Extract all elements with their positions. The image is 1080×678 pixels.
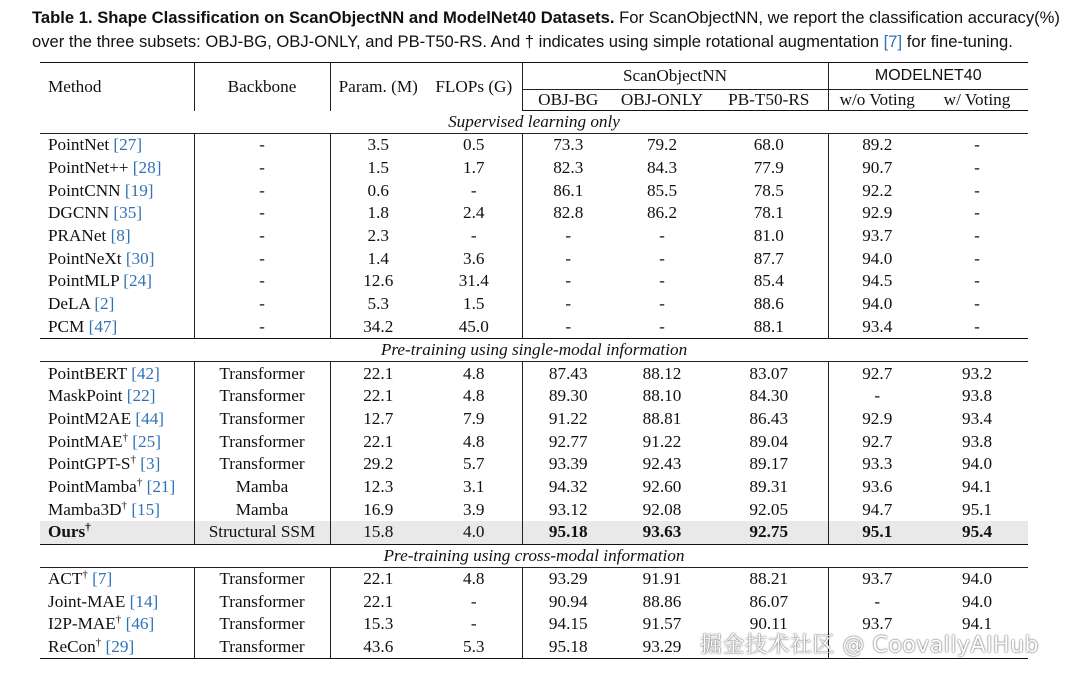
pbt50-cell: 85.4 bbox=[710, 270, 828, 293]
wo-cell: 93.7 bbox=[862, 226, 893, 246]
method-cell bbox=[40, 590, 194, 613]
table-row bbox=[40, 476, 1028, 499]
param-cell: 3.5 bbox=[367, 135, 389, 155]
table-row bbox=[40, 293, 1028, 316]
header-backbone: Backbone bbox=[194, 63, 330, 111]
backbone-cell: Mamba bbox=[194, 498, 330, 521]
backbone-cell: Transformer bbox=[194, 430, 330, 453]
pbt50-cell: 86.07 bbox=[710, 590, 828, 613]
param-cell: 22.1 bbox=[363, 386, 394, 406]
wo-cell: 93.7 bbox=[862, 614, 893, 634]
flops-cell: - bbox=[426, 613, 522, 636]
method-cell bbox=[40, 476, 194, 499]
backbone-cell: Transformer bbox=[194, 408, 330, 431]
pbt50-cell: 88.6 bbox=[710, 293, 828, 316]
objonly-cell: - bbox=[659, 294, 665, 314]
method-cell bbox=[40, 521, 194, 544]
wo-cell: 95.1 bbox=[828, 521, 926, 544]
flops-cell: 4.8 bbox=[426, 430, 522, 453]
backbone-cell: - bbox=[194, 202, 330, 225]
backbone-cell: Mamba bbox=[194, 476, 330, 499]
table-row bbox=[40, 179, 1028, 202]
w-cell: 94.1 bbox=[961, 614, 993, 634]
w-cell: 95.1 bbox=[961, 499, 993, 519]
pbt50-cell: 78.1 bbox=[710, 202, 828, 225]
w-cell: 94.1 bbox=[961, 476, 993, 496]
dagger-mark: † bbox=[82, 568, 88, 581]
w-cell: - bbox=[974, 294, 980, 314]
backbone-cell: - bbox=[194, 293, 330, 316]
citation-link[interactable]: [15] bbox=[131, 499, 160, 519]
objonly-cell: 88.86 bbox=[642, 591, 682, 611]
header-modelnet40: MODELNET40 bbox=[828, 63, 1028, 90]
method-name: PointBERT bbox=[48, 363, 127, 383]
wo-cell: 90.7 bbox=[862, 158, 893, 178]
pbt50-cell: 90.11 bbox=[710, 613, 828, 636]
citation-link[interactable]: [35] bbox=[113, 203, 143, 223]
results-table bbox=[40, 62, 1028, 659]
objbg-cell: 94.15 bbox=[548, 614, 588, 634]
method-cell bbox=[40, 430, 194, 453]
objonly-cell: 88.81 bbox=[642, 408, 682, 428]
flops-cell: 31.4 bbox=[426, 270, 522, 293]
pbt50-cell: 86.43 bbox=[710, 408, 828, 431]
objonly-cell: - bbox=[659, 316, 665, 336]
objbg-cell: 87.43 bbox=[548, 363, 588, 383]
method-cell bbox=[40, 157, 194, 180]
table-row bbox=[40, 453, 1028, 476]
method-name: PointNet bbox=[48, 135, 110, 155]
pbt50-cell: 78.5 bbox=[710, 179, 828, 202]
flops-cell: 3.1 bbox=[426, 476, 522, 499]
header-wo-voting: w/o Voting bbox=[828, 90, 926, 111]
flops-cell: 5.7 bbox=[426, 453, 522, 476]
wo-cell: 94.7 bbox=[862, 499, 893, 519]
section-header bbox=[40, 111, 1028, 134]
table-row bbox=[40, 408, 1028, 431]
objbg-cell: 73.3 bbox=[553, 135, 584, 155]
method-cell bbox=[40, 270, 194, 293]
objbg-cell: 92.77 bbox=[548, 431, 588, 451]
flops-cell: 5.3 bbox=[426, 636, 522, 659]
objbg-cell: - bbox=[565, 226, 572, 246]
w-cell: 94.0 bbox=[961, 591, 993, 611]
table-row-ours bbox=[40, 521, 1028, 544]
flops-cell: 4.8 bbox=[426, 567, 522, 590]
citation-link[interactable]: [2] bbox=[94, 294, 115, 314]
backbone-cell: - bbox=[194, 247, 330, 270]
citation-link[interactable]: [8] bbox=[110, 226, 131, 246]
objonly-cell: 92.43 bbox=[642, 454, 682, 474]
method-cell bbox=[40, 225, 194, 248]
backbone-cell: Transformer bbox=[194, 362, 330, 385]
objonly-cell: - bbox=[659, 226, 665, 246]
citation-link[interactable]: [7] bbox=[92, 569, 113, 589]
table-row bbox=[40, 202, 1028, 225]
flops-cell: 7.9 bbox=[426, 408, 522, 431]
method-cell bbox=[40, 613, 194, 636]
wo-cell: - bbox=[874, 591, 881, 611]
caption-text: For ScanObjectNN, we report the classification accuracy(%) over the three subsets: OBJ-BG, OBJ-ONLY, and PB-T50-RS. And † indicates using simple rotational augmentation bbox=[32, 8, 1060, 51]
pbt50-cell: 88.21 bbox=[710, 567, 828, 590]
param-cell: 29.2 bbox=[363, 454, 394, 474]
method-name: PointMAE bbox=[48, 431, 123, 451]
pbt50-cell: 89.04 bbox=[710, 430, 828, 453]
method-name: PointGPT-S bbox=[48, 454, 131, 474]
flops-cell: 4.0 bbox=[426, 521, 522, 544]
wo-cell: 92.7 bbox=[862, 431, 893, 451]
w-cell: - bbox=[974, 180, 980, 200]
citation-link[interactable]: [3] bbox=[140, 454, 161, 474]
objonly-cell: - bbox=[659, 271, 665, 291]
caption-title: Shape Classification on ScanObjectNN and ModelNet40 Datasets. bbox=[97, 8, 615, 27]
table-row bbox=[40, 225, 1028, 248]
objonly-cell: 93.63 bbox=[614, 521, 710, 544]
caption-text-end: for fine-tuning. bbox=[906, 32, 1013, 51]
method-cell bbox=[40, 293, 194, 316]
pbt50-cell: 89.31 bbox=[710, 476, 828, 499]
objbg-cell: - bbox=[565, 271, 572, 291]
flops-cell: - bbox=[426, 225, 522, 248]
method-cell bbox=[40, 453, 194, 476]
method-cell bbox=[40, 247, 194, 270]
objonly-cell: 92.60 bbox=[642, 476, 682, 496]
dagger-mark: † bbox=[115, 613, 122, 626]
wo-cell: - bbox=[874, 386, 881, 406]
wo-cell: 92.2 bbox=[862, 180, 893, 200]
dagger-mark: † bbox=[95, 636, 102, 649]
backbone-cell: - bbox=[194, 179, 330, 202]
param-cell: 0.6 bbox=[367, 180, 389, 200]
method-name: PointNeXt bbox=[48, 248, 122, 268]
method-name: PointMamba bbox=[48, 476, 137, 496]
flops-cell: 3.9 bbox=[426, 498, 522, 521]
param-cell: 16.9 bbox=[363, 499, 394, 519]
wo-cell: 92.7 bbox=[862, 363, 893, 383]
flops-cell: 2.4 bbox=[426, 202, 522, 225]
table-row bbox=[40, 567, 1028, 590]
table-row bbox=[40, 590, 1028, 613]
w-cell: - bbox=[974, 226, 980, 246]
backbone-cell: Transformer bbox=[194, 385, 330, 408]
objonly-cell: 92.08 bbox=[642, 499, 682, 519]
w-cell: 94.0 bbox=[961, 569, 993, 589]
header-obj-bg: OBJ-BG bbox=[522, 90, 614, 111]
w-cell: - bbox=[974, 203, 980, 223]
pbt50-cell: 81.0 bbox=[710, 225, 828, 248]
objbg-cell: 86.1 bbox=[553, 180, 584, 200]
method-cell bbox=[40, 408, 194, 431]
objonly-cell: - bbox=[659, 248, 665, 268]
wo-cell: 89.2 bbox=[862, 135, 893, 155]
table-row bbox=[40, 362, 1028, 385]
citation-link[interactable]: [14] bbox=[129, 591, 159, 611]
param-cell: 12.6 bbox=[363, 271, 394, 291]
objbg-cell: - bbox=[565, 316, 572, 336]
method-cell bbox=[40, 636, 194, 659]
dagger-mark: † bbox=[136, 476, 143, 489]
header-obj-only: OBJ-ONLY bbox=[614, 90, 710, 111]
param-cell: 34.2 bbox=[363, 316, 394, 336]
wo-cell: 92.9 bbox=[862, 203, 893, 223]
objonly-cell: 93.29 bbox=[614, 636, 710, 659]
backbone-cell: Structural SSM bbox=[194, 521, 330, 544]
flops-cell: 4.8 bbox=[426, 385, 522, 408]
table-row bbox=[40, 385, 1028, 408]
citation-link[interactable]: [25] bbox=[132, 431, 161, 451]
w-cell: 94.0 bbox=[961, 454, 993, 474]
wo-cell: 93.3 bbox=[862, 454, 893, 474]
method-name: DGCNN bbox=[48, 203, 110, 223]
method-cell bbox=[40, 385, 194, 408]
w-cell: 93.4 bbox=[961, 408, 993, 428]
flops-cell: 0.5 bbox=[426, 134, 522, 157]
table-row bbox=[40, 270, 1028, 293]
header-param: Param. (M) bbox=[330, 63, 426, 111]
method-cell bbox=[40, 202, 194, 225]
param-cell: 1.4 bbox=[367, 248, 389, 268]
backbone-cell: - bbox=[194, 316, 330, 339]
section-title: Supervised learning only bbox=[40, 111, 1028, 134]
citation-link[interactable]: [44] bbox=[135, 408, 165, 428]
section-title: Pre-training using cross-modal information bbox=[40, 544, 1028, 567]
objonly-cell: 86.2 bbox=[646, 203, 678, 223]
table-row bbox=[40, 430, 1028, 453]
objbg-cell: 93.12 bbox=[548, 499, 588, 519]
pbt50-cell: 83.07 bbox=[710, 362, 828, 385]
method-name: ACT bbox=[48, 569, 83, 589]
table-row bbox=[40, 247, 1028, 270]
dagger-mark: † bbox=[121, 498, 128, 511]
objonly-cell: 88.10 bbox=[642, 386, 682, 406]
method-name: Ours bbox=[48, 522, 86, 542]
objbg-cell: 82.8 bbox=[553, 203, 584, 223]
citation-link[interactable]: [28] bbox=[132, 158, 162, 178]
param-cell: 1.8 bbox=[367, 203, 389, 223]
watermark: 掘金技术社区 @ CoovallyAIHub bbox=[700, 633, 1040, 658]
param-cell: 22.1 bbox=[363, 591, 394, 611]
dagger-mark: † bbox=[130, 453, 136, 466]
pbt50-cell: 84.30 bbox=[710, 385, 828, 408]
objbg-cell: 91.22 bbox=[548, 408, 588, 428]
objonly-cell: 91.91 bbox=[642, 569, 682, 589]
method-cell bbox=[40, 316, 194, 339]
caption-label: Table 1. bbox=[32, 8, 93, 27]
method-cell bbox=[40, 567, 194, 590]
header-pb-t50-rs: PB-T50-RS bbox=[710, 90, 828, 111]
pbt50-cell: 92.05 bbox=[710, 498, 828, 521]
header-scanobjectnn: ScanObjectNN bbox=[522, 63, 828, 90]
objbg-cell: 90.94 bbox=[548, 591, 588, 611]
backbone-cell: Transformer bbox=[194, 453, 330, 476]
wo-cell: 94.0 bbox=[862, 248, 893, 268]
objbg-cell: 93.39 bbox=[548, 454, 588, 474]
method-name: PRANet bbox=[48, 226, 107, 246]
param-cell: 43.6 bbox=[330, 636, 426, 659]
pbt50-cell: 87.7 bbox=[710, 247, 828, 270]
pbt50-cell: 88.1 bbox=[710, 316, 828, 339]
param-cell: 5.3 bbox=[367, 294, 389, 314]
table-row bbox=[40, 134, 1028, 157]
wo-cell: 94.0 bbox=[862, 294, 893, 314]
objbg-cell: - bbox=[565, 294, 572, 314]
citation-link[interactable]: [21] bbox=[146, 476, 176, 496]
objbg-cell: 82.3 bbox=[553, 158, 584, 178]
method-name: Mamba3D bbox=[48, 499, 122, 519]
w-cell: - bbox=[974, 248, 980, 268]
param-cell: 1.5 bbox=[367, 158, 389, 178]
method-name: Joint-MAE bbox=[48, 591, 126, 611]
method-cell bbox=[40, 179, 194, 202]
table-row bbox=[40, 157, 1028, 180]
method-name: DeLA bbox=[48, 294, 91, 314]
citation-link[interactable]: [42] bbox=[131, 363, 160, 383]
objbg-cell: 89.30 bbox=[548, 386, 588, 406]
w-cell: 95.4 bbox=[926, 521, 1028, 544]
table-row bbox=[40, 498, 1028, 521]
pbt50-cell: 92.75 bbox=[710, 521, 828, 544]
citation-link[interactable]: [29] bbox=[105, 637, 135, 657]
backbone-cell: Transformer bbox=[194, 636, 330, 659]
method-name: I2P-MAE bbox=[48, 614, 116, 634]
param-cell: 22.1 bbox=[363, 363, 394, 383]
flops-cell: 45.0 bbox=[426, 316, 522, 339]
objbg-cell: - bbox=[565, 248, 572, 268]
flops-cell: 3.6 bbox=[426, 247, 522, 270]
w-cell: 93.2 bbox=[961, 363, 993, 383]
method-cell bbox=[40, 362, 194, 385]
method-name: PointCNN bbox=[48, 180, 121, 200]
flops-cell: 1.7 bbox=[426, 157, 522, 180]
objonly-cell: 91.57 bbox=[642, 614, 682, 634]
flops-cell: - bbox=[426, 590, 522, 613]
w-cell: - bbox=[974, 135, 980, 155]
flops-cell: - bbox=[426, 179, 522, 202]
param-cell: 15.3 bbox=[363, 614, 394, 634]
caption-ref[interactable]: [7] bbox=[883, 32, 903, 51]
method-cell bbox=[40, 498, 194, 521]
citation-link[interactable]: [27] bbox=[113, 135, 143, 155]
table-row bbox=[40, 316, 1028, 339]
param-cell: 15.8 bbox=[330, 521, 426, 544]
citation-link[interactable]: [24] bbox=[123, 271, 152, 291]
backbone-cell: - bbox=[194, 225, 330, 248]
header-flops: FLOPs (G) bbox=[426, 63, 522, 111]
method-name: MaskPoint bbox=[48, 386, 123, 406]
wo-cell: 94.5 bbox=[862, 271, 893, 291]
dagger-mark: † bbox=[122, 430, 128, 443]
objonly-cell: 91.22 bbox=[642, 431, 682, 451]
objbg-cell: 95.18 bbox=[522, 521, 614, 544]
section-header bbox=[40, 339, 1028, 362]
flops-cell: 1.5 bbox=[426, 293, 522, 316]
backbone-cell: - bbox=[194, 270, 330, 293]
citation-link[interactable]: [47] bbox=[88, 316, 118, 336]
param-cell: 22.1 bbox=[363, 569, 394, 589]
w-cell: - bbox=[974, 158, 980, 178]
flops-cell: 4.8 bbox=[426, 362, 522, 385]
pbt50-cell: 77.9 bbox=[710, 157, 828, 180]
pbt50-cell: 89.17 bbox=[710, 453, 828, 476]
objbg-cell: 94.32 bbox=[548, 476, 588, 496]
objonly-cell: 88.12 bbox=[642, 363, 682, 383]
w-cell: - bbox=[974, 316, 980, 336]
backbone-cell: Transformer bbox=[194, 567, 330, 590]
objbg-cell: 93.29 bbox=[548, 569, 588, 589]
objbg-cell: 95.18 bbox=[522, 636, 614, 659]
backbone-cell: Transformer bbox=[194, 613, 330, 636]
table-caption bbox=[32, 6, 1062, 54]
w-cell: 93.8 bbox=[961, 386, 993, 406]
wo-cell: 93.4 bbox=[862, 316, 893, 336]
pbt50-cell: 68.0 bbox=[710, 134, 828, 157]
citation-link[interactable]: [22] bbox=[126, 386, 156, 406]
w-cell: - bbox=[974, 271, 980, 291]
method-name: PointMLP bbox=[48, 271, 119, 291]
backbone-cell: Transformer bbox=[194, 590, 330, 613]
param-cell: 12.3 bbox=[363, 476, 394, 496]
backbone-cell: - bbox=[194, 134, 330, 157]
dagger-mark: † bbox=[85, 521, 91, 534]
objonly-cell: 84.3 bbox=[646, 158, 678, 178]
header-method: Method bbox=[40, 63, 194, 111]
param-cell: 12.7 bbox=[363, 408, 394, 428]
method-name: PointM2AE bbox=[48, 408, 132, 428]
citation-link[interactable]: [19] bbox=[124, 180, 154, 200]
section-title: Pre-training using single-modal information bbox=[40, 339, 1028, 362]
method-cell bbox=[40, 134, 194, 157]
backbone-cell: - bbox=[194, 157, 330, 180]
citation-link[interactable]: [30] bbox=[125, 248, 155, 268]
objonly-cell: 85.5 bbox=[646, 180, 678, 200]
w-cell: 93.8 bbox=[961, 431, 993, 451]
objonly-cell: 79.2 bbox=[646, 135, 678, 155]
section-header bbox=[40, 544, 1028, 567]
wo-cell: 93.6 bbox=[862, 476, 893, 496]
method-name: ReCon bbox=[48, 637, 96, 657]
citation-link[interactable]: [46] bbox=[125, 614, 155, 634]
header-w-voting: w/ Voting bbox=[926, 90, 1028, 111]
wo-cell: 93.7 bbox=[862, 569, 893, 589]
param-cell: 22.1 bbox=[363, 431, 394, 451]
param-cell: 2.3 bbox=[367, 226, 389, 246]
wo-cell: 92.9 bbox=[862, 408, 893, 428]
table-body bbox=[40, 111, 1028, 659]
method-name: PCM bbox=[48, 316, 85, 336]
method-name: PointNet++ bbox=[48, 158, 129, 178]
